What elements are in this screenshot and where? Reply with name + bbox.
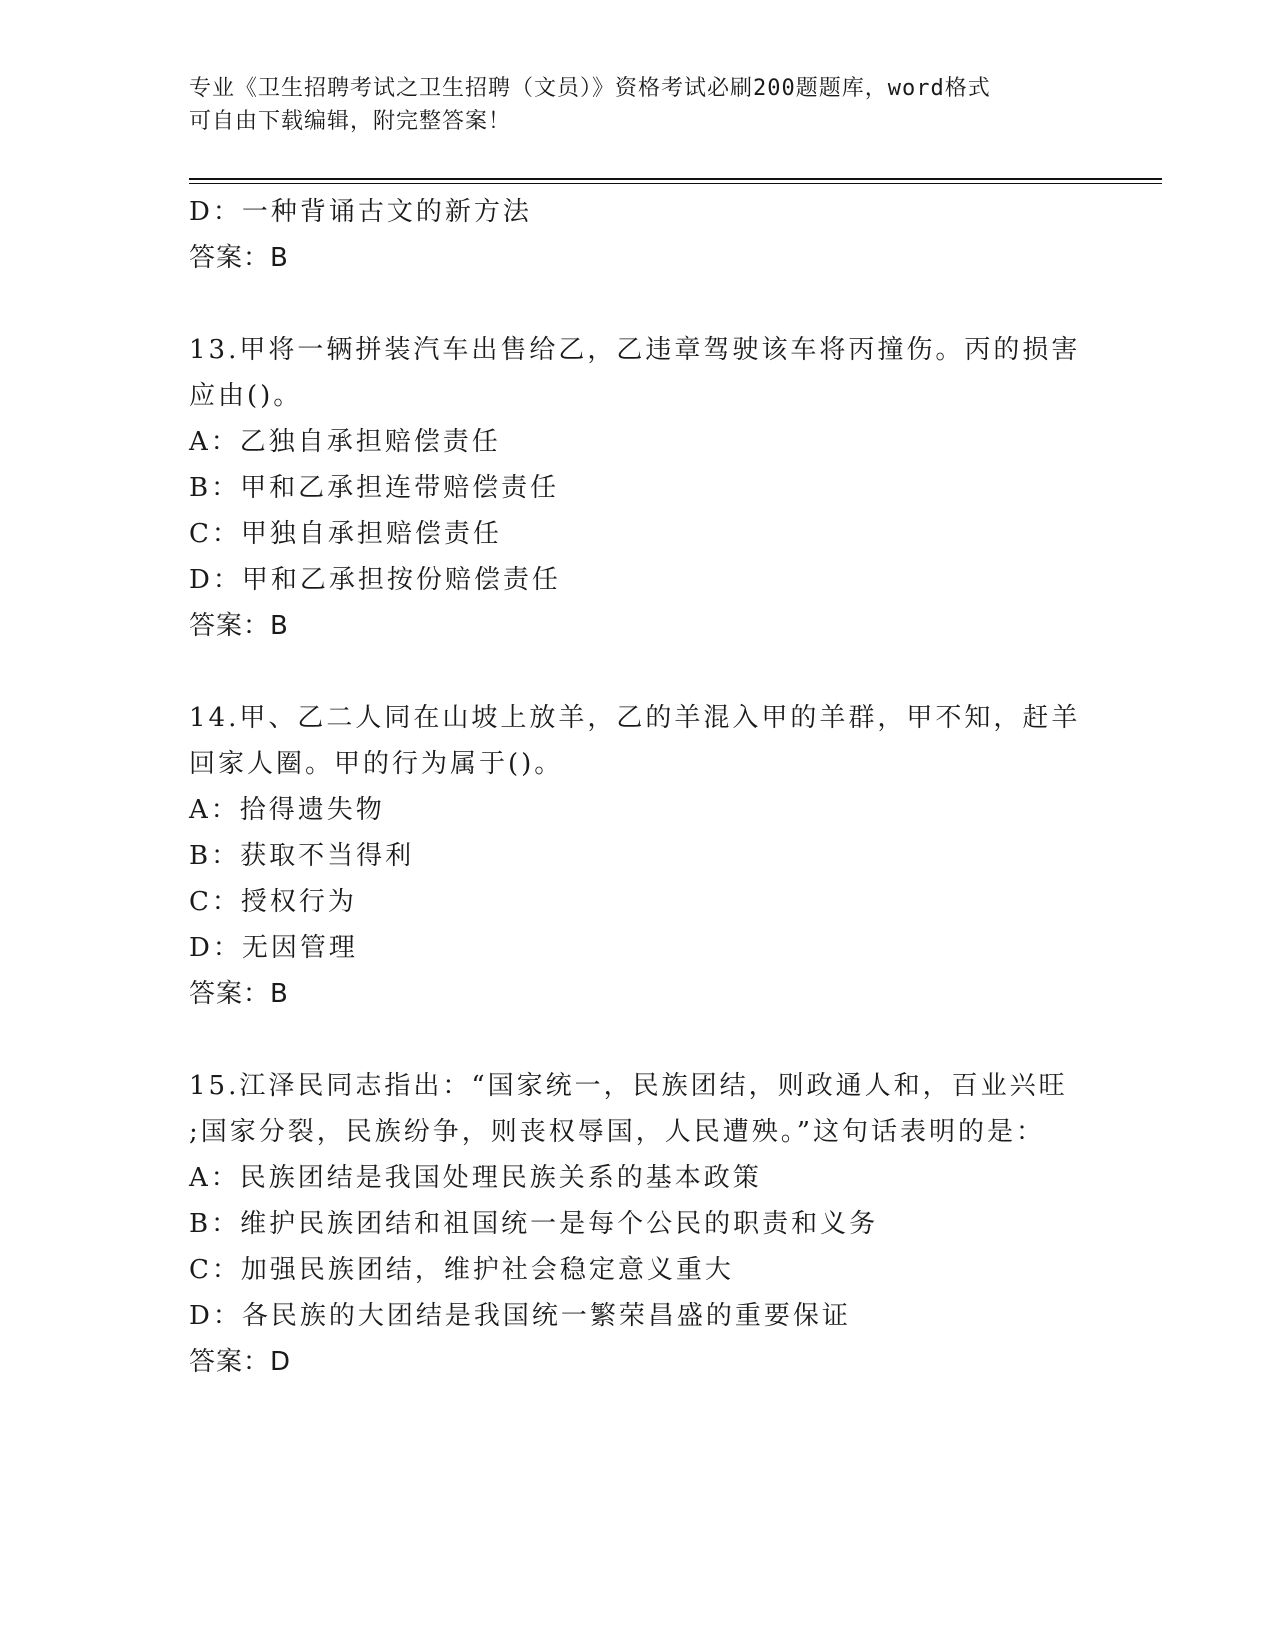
option-a: A：乙独自承担赔偿责任	[189, 427, 501, 457]
option-a: A：民族团结是我国处理民族关系的基本政策	[189, 1163, 762, 1193]
option-d: D：无因管理	[189, 933, 358, 963]
header-line-2: 可自由下载编辑，附完整答案！	[189, 109, 512, 134]
header-divider-thin	[189, 183, 1162, 184]
question-stem-line-2: ;国家分裂，民族纷争，则丧权辱国，人民遭殃。”这句话表明的是：	[189, 1117, 1046, 1147]
question-stem-line-1: 15.江泽民同志指出：“国家统一，民族团结，则政通人和，百业兴旺	[189, 1071, 1068, 1101]
prev-answer: 答案：B	[189, 243, 289, 273]
header-divider-thick	[189, 178, 1162, 180]
question-stem-line-2: 应由()。	[189, 381, 303, 411]
option-d: D：各民族的大团结是我国统一繁荣昌盛的重要保证	[189, 1301, 851, 1331]
question-14	[189, 695, 1089, 1017]
question-stem-line-2: 回家人圈。甲的行为属于()。	[189, 749, 564, 779]
option-b: B：获取不当得利	[189, 841, 415, 871]
spacer	[189, 281, 1089, 327]
option-b: B：甲和乙承担连带赔偿责任	[189, 473, 560, 503]
answer: 答案：B	[189, 611, 289, 641]
option-c: C：加强民族团结，维护社会稳定意义重大	[189, 1255, 734, 1285]
spacer	[189, 1017, 1089, 1063]
answer: 答案：D	[189, 1347, 292, 1377]
spacer	[189, 649, 1089, 695]
option-c: C：授权行为	[189, 887, 357, 917]
option-c: C：甲独自承担赔偿责任	[189, 519, 502, 549]
question-15	[189, 1063, 1089, 1385]
option-b: B：维护民族团结和祖国统一是每个公民的职责和义务	[189, 1209, 879, 1239]
question-content	[189, 189, 1089, 1385]
option-a: A：拾得遗失物	[189, 795, 385, 825]
answer: 答案：B	[189, 979, 289, 1009]
option-d: D：甲和乙承担按份赔偿责任	[189, 565, 561, 595]
prev-option-d: D：一种背诵古文的新方法	[189, 197, 532, 227]
question-13	[189, 327, 1089, 649]
document-header	[189, 72, 1069, 138]
header-line-1: 专业《卫生招聘考试之卫生招聘（文员）》资格考试必刷200题题库，word格式	[189, 76, 991, 101]
question-stem-line-1: 13.甲将一辆拼装汽车出售给乙，乙违章驾驶该车将丙撞伤。丙的损害	[189, 335, 1081, 365]
question-stem-line-1: 14.甲、乙二人同在山坡上放羊，乙的羊混入甲的羊群，甲不知，赶羊	[189, 703, 1081, 733]
